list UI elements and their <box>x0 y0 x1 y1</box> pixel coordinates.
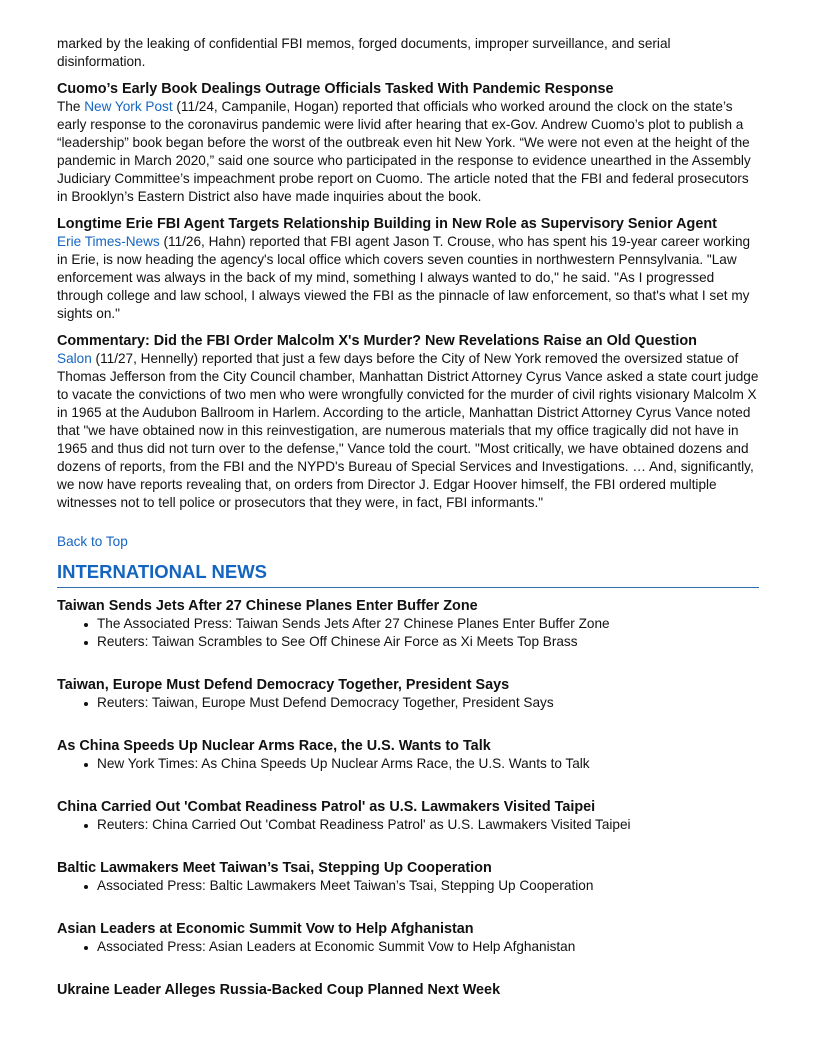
article-headline: Commentary: Did the FBI Order Malcolm X's Murder? New Revelations Raise an Old Question <box>57 333 697 349</box>
back-to-top-link[interactable]: Back to Top <box>57 534 128 549</box>
source-list-item[interactable]: The Associated Press: Taiwan Sends Jets After 27 Chinese Planes Enter Buffer Zone <box>97 615 759 633</box>
article-body <box>57 350 759 512</box>
international-news-item <box>57 798 759 834</box>
article-headline: Longtime Erie FBI Agent Targets Relationship Building in New Role as Supervisory Senior Agent <box>57 216 717 232</box>
source-link-new-york-post[interactable]: New York Post <box>84 99 173 114</box>
source-list <box>57 615 759 651</box>
source-list-item[interactable]: Reuters: China Carried Out 'Combat Readiness Patrol' as U.S. Lawmakers Visited Taipei <box>97 816 759 834</box>
source-list-item[interactable]: New York Times: As China Speeds Up Nuclear Arms Race, the U.S. Wants to Talk <box>97 755 759 773</box>
section-title-international: INTERNATIONAL NEWS <box>57 560 759 588</box>
article-headline: Cuomo’s Early Book Dealings Outrage Officials Tasked With Pandemic Response <box>57 81 614 97</box>
source-list <box>57 816 759 834</box>
international-news-item <box>57 676 759 712</box>
article-body <box>57 233 759 323</box>
international-news-item <box>57 920 759 956</box>
source-list-item[interactable]: Associated Press: Baltic Lawmakers Meet Taiwan’s Tsai, Stepping Up Cooperation <box>97 877 759 895</box>
article-text: (11/24, Campanile, Hogan) reported that officials who worked around the clock on the state’s early response to the coronavirus pandemic were livid after hearing that ex-Gov. Andrew Cuomo’s plot to publish a “leadership” book began before the worst of the outbreak even hit New York. “We were not even at the height of the pandemic in March 2020,” said one source who participated in the response to evidence unearthed in the Assembly Judiciary Committee’s impeachment probe report on Cuomo. The article noted that the FBI and federal prosecutors in Brooklyn’s Eastern District also have made inquiries about the book. <box>57 99 751 204</box>
international-headline: Ukraine Leader Alleges Russia-Backed Coup Planned Next Week <box>57 982 501 998</box>
intro-paragraph: marked by the leaking of confidential FBI memos, forged documents, improper surveillance, and serial disinformation. <box>57 36 671 69</box>
article-text: (11/26, Hahn) reported that FBI agent Jason T. Crouse, who has spent his 19-year career working in Erie, is now heading the agency's local office which covers seven counties in northwestern Pennsylvania. "Law enforcement was always in the back of my mind, something I always wanted to do," he said. "As I progressed through college and law school, I always viewed the FBI as the pinnacle of law enforcement, so that's what I set my sights on." <box>57 234 751 321</box>
source-list <box>57 877 759 895</box>
source-list <box>57 755 759 773</box>
article-body <box>57 98 759 206</box>
international-news-list <box>57 597 759 999</box>
article-erie <box>57 215 759 323</box>
source-list-item[interactable]: Reuters: Taiwan, Europe Must Defend Democracy Together, President Says <box>97 694 759 712</box>
article-prefix: The <box>57 99 85 114</box>
source-list <box>57 694 759 712</box>
international-headline: Baltic Lawmakers Meet Taiwan’s Tsai, Stepping Up Cooperation <box>57 860 492 876</box>
source-list <box>57 938 759 956</box>
source-link-salon[interactable]: Salon <box>57 351 92 366</box>
international-news-item <box>57 981 759 999</box>
source-list-item[interactable]: Associated Press: Asian Leaders at Economic Summit Vow to Help Afghanistan <box>97 938 759 956</box>
international-news-item <box>57 859 759 895</box>
article-malcolm-x <box>57 332 759 512</box>
article-cuomo <box>57 80 759 206</box>
source-list-item[interactable]: Reuters: Taiwan Scrambles to See Off Chinese Air Force as Xi Meets Top Brass <box>97 633 759 651</box>
international-news-item <box>57 737 759 773</box>
international-headline: Taiwan, Europe Must Defend Democracy Together, President Says <box>57 677 510 693</box>
article-text: (11/27, Hennelly) reported that just a few days before the City of New York removed the oversized statue of Thomas Jefferson from the City Council chamber, Manhattan District Attorney Cyrus Vance asked a state court judge to vacate the convictions of two men who were wrongfully convicted for the murder of civil rights visionary Malcolm X in 1965 at the Audubon Ballroom in Harlem. According to the article, Manhattan District Attorney Cyrus Vance noted that "we have obtained now in this reinvestigation, are numerous materials that my office tragically did not have in 1965 and thus did not turn over to the defense," Vance told the court. "Most critically, we have obtained dozens and dozens of reports, from the FBI and the NYPD's Bureau of Special Services and Investigations. … And, significantly, we now have reports revealing that, on orders from Director J. Edgar Hoover himself, the FBI ordered multiple witnesses not to tell police or prosecutors that they were, in fact, FBI informants." <box>57 351 759 510</box>
source-link-erie-times-news[interactable]: Erie Times-News <box>57 234 160 249</box>
international-headline: Asian Leaders at Economic Summit Vow to Help Afghanistan <box>57 921 474 937</box>
international-headline: As China Speeds Up Nuclear Arms Race, the U.S. Wants to Talk <box>57 738 491 754</box>
international-headline: China Carried Out 'Combat Readiness Patrol' as U.S. Lawmakers Visited Taipei <box>57 799 596 815</box>
international-news-item <box>57 597 759 651</box>
international-headline: Taiwan Sends Jets After 27 Chinese Planes Enter Buffer Zone <box>57 598 478 614</box>
newsletter-page <box>57 0 759 999</box>
